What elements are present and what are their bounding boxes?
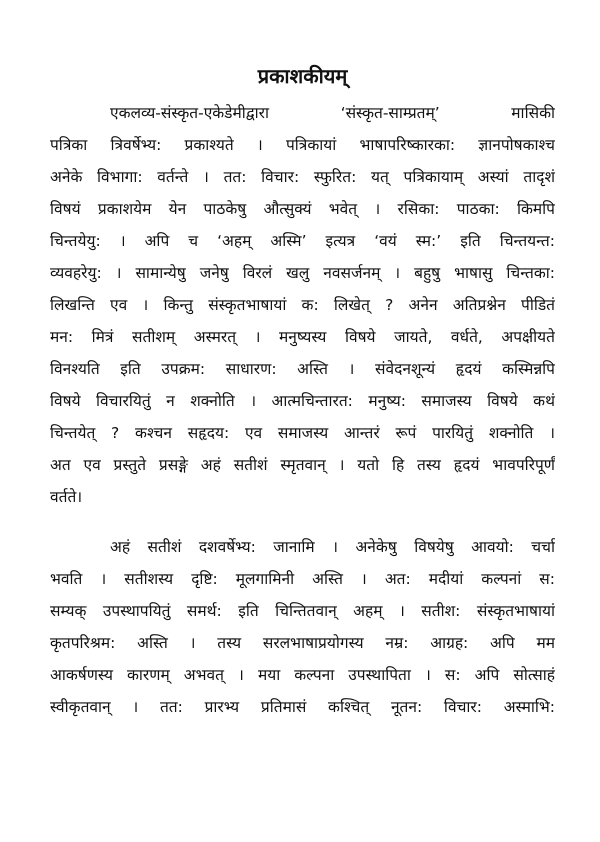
paragraph-1-line-10: विषये विचारयितुं न शक्नोति । आत्मचिन्तारत: मनुष्य: समाजस्य विषये कथं — [50, 392, 555, 410]
paragraph-1-line-11: चिन्तयेत् ? कश्चन सहृदय: एव समाजस्य आन्तरं रूपं पारयितुं शक्नोति । — [50, 424, 555, 442]
paragraph-1-line-8: मन: मित्रं सतीशम् अस्मरत् । मनुष्यस्य विषये जायते, वर्धते, अपक्षीयते — [50, 328, 555, 346]
paragraph-1-line-4: विषयं प्रकाशयेम येन पाठकेषु औत्सुक्यं भवेत् । रसिका: पाठका: किमपि — [50, 200, 555, 218]
paragraph-2-line-1: अहं सतीशं दशवर्षेभ्य: जानामि । अनेकेषु विषयेषु आवयो: चर्चा — [110, 538, 555, 556]
paragraph-2-line-5: आकर्षणस्य कारणम् अभवत् । मया कल्पना उपस्थापिता । स: अपि सोत्साहं — [50, 666, 555, 684]
paragraph-2-line-3: सम्यक् उपस्थापयितुं समर्थ: इति चिन्तितवान् अहम् । सतीश: संस्कृतभाषायां — [50, 602, 555, 620]
paragraph-1-line-7: लिखन्ति एव । किन्तु संस्कृतभाषायां क: लिखेत् ? अनेन अतिप्रश्नेन पीडितं — [50, 296, 555, 314]
paragraph-1-line-1: एकलव्य-संस्कृत-एकेडेमीद्वारा ‘संस्कृत-साम्प्रतम्’ मासिकी — [110, 104, 555, 122]
paragraph-1-line-12: अत एव प्रस्तुते प्रसङ्गे अहं सतीशं स्मृतवान् । यतो हि तस्य हृदयं भावपरिपूर्णं — [50, 456, 555, 474]
paragraph-1-line-13: वर्तते। — [50, 488, 83, 506]
paragraph-2-line-2: भवति । सतीशस्य दृष्टि: मूलगामिनी अस्ति । अत: मदीयां कल्पनां स: — [50, 570, 555, 588]
paragraph-1-line-3: अनेके विभागा: वर्तन्ते । तत: विचार: स्फुरित: यत् पत्रिकायाम् अस्यां तादृशं — [50, 168, 555, 186]
paragraph-2-line-6: स्वीकृतवान् । तत: प्रारभ्य प्रतिमासं कश्चित् नूतन: विचार: अस्माभि: — [50, 698, 555, 716]
paragraph-1-line-2: पत्रिका त्रिवर्षेभ्य: प्रकाश्यते । पत्रिकायां भाषापरिष्कारका: ज्ञानपोषकाश्च — [50, 136, 555, 154]
paragraph-1-line-6: व्यवहरेयु: । सामान्येषु जनेषु विरलं खलु नवसर्जनम् । बहुषु भाषासु चिन्तका: — [50, 264, 555, 282]
paragraph-2-line-4: कृतपरिश्रम: अस्ति । तस्य सरलभाषाप्रयोगस्य नम्र: आग्रह: अपि मम — [50, 634, 555, 652]
paragraph-1-line-9: विनश्यति इति उपक्रम: साधारण: अस्ति । संवेदनशून्यं हृदयं कस्मिन्नपि — [50, 360, 555, 378]
document-page — [50, 0, 555, 842]
paragraph-1-line-5: चिन्तयेयु: । अपि च ‘अहम् अस्मि’ इत्यत्र ‘वयं स्म:’ इति चिन्तयन्त: — [50, 232, 555, 250]
page-title: प्रकाशकीयम् — [257, 64, 348, 88]
